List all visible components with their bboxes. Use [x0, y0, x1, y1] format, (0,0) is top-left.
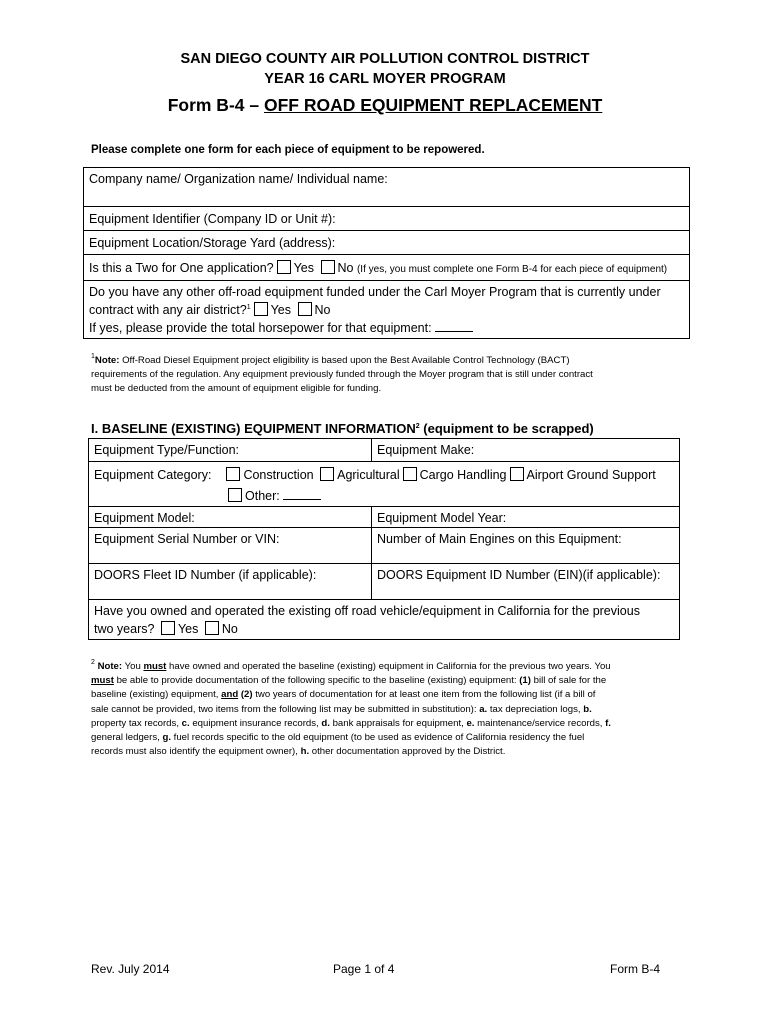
two-for-one-note: (If yes, you must complete one Form B-4 for each piece of equipment): [356, 264, 668, 275]
section-1-title: I. BASELINE (EXISTING) EQUIPMENT INFORMATION$^2$ (equipment to be scrapped): [91, 421, 594, 436]
ownership-question-line1: Have you owned and operated the existing off road vehicle/equipment in California for the previous: [94, 604, 640, 618]
header-program: YEAR 16 CARL MOYER PROGRAM: [264, 71, 506, 87]
other-equipment-no-label: No: [314, 303, 331, 317]
note-1-marker: 1: [91, 353, 95, 360]
footer-revision: Rev. July 2014: [91, 962, 170, 976]
baseline-table: [88, 438, 680, 640]
category-airport-ground-support-checkbox[interactable]: [510, 467, 524, 481]
category-other-label: Other:: [245, 489, 280, 503]
ownership-no-checkbox[interactable]: [205, 621, 219, 635]
equipment-location-field[interactable]: [84, 231, 690, 255]
form-title-prefix: Form B-4 –: [167, 95, 264, 115]
equipment-location-label: Equipment Location/Storage Yard (address):: [89, 236, 336, 250]
note-1-label: Note:: [94, 355, 120, 366]
note-2-line1: $^2$ Note: You must have owned and operated the baseline (existing) equipment in California for the previous two years. You: [91, 659, 611, 672]
category-agricultural-label: Agricultural: [337, 468, 400, 482]
instruction-text: Please complete one form for each piece of equipment to be repowered.: [91, 144, 485, 156]
category-airport-ground-support-label: Airport Ground Support: [526, 468, 656, 482]
category-other-input[interactable]: [283, 499, 321, 500]
company-name-field[interactable]: [84, 168, 690, 207]
footer-page-number: Page 1 of 4: [333, 962, 395, 976]
main-engines-field[interactable]: [372, 528, 680, 564]
equipment-make-field[interactable]: [372, 439, 680, 462]
footnote-ref-1: 1: [246, 304, 251, 311]
doors-ein-field[interactable]: [372, 564, 680, 600]
category-cargo-handling-checkbox[interactable]: [403, 467, 417, 481]
category-cargo-handling-label: Cargo Handling: [419, 468, 507, 482]
note-2-line4: sale cannot be provided, two items from the following list may be submitted in substitution): a. tax depreciation logs, b.: [91, 703, 592, 715]
note-2-line5: property tax records, c. equipment insurance records, d. bank appraisals for equipment, e. maintenance/service records, f.: [91, 717, 611, 729]
note-2-line7: records must also identify the equipment owner), h. other documentation approved by the District.: [91, 746, 506, 758]
equipment-make-label: Equipment Make:: [377, 443, 475, 457]
equipment-identifier-field[interactable]: [84, 207, 690, 231]
category-construction-label: Construction: [243, 468, 314, 482]
two-for-one-yes-checkbox[interactable]: [277, 260, 291, 274]
note-2-line6: general ledgers, g. fuel records specific to the old equipment (to be used as evidence of California residency the fuel: [91, 732, 585, 744]
note-2-line2: must be able to provide documentation of the following specific to the baseline (existing) equipment: (1) bill of sale for the: [91, 675, 607, 687]
note-2-line3: baseline (existing) equipment, and (2) two years of documentation for at least one item from the following list (if a bill of: [91, 689, 596, 701]
two-for-one-yes-label: Yes: [293, 261, 315, 275]
note-2-marker: 2: [91, 659, 95, 666]
other-equipment-yes-label: Yes: [270, 303, 292, 317]
two-for-one-no-checkbox[interactable]: [321, 260, 335, 274]
equipment-model-field[interactable]: [89, 507, 372, 528]
main-engines-label: Number of Main Engines on this Equipment:: [377, 532, 622, 546]
footnote-ref-2: 2: [415, 423, 420, 430]
category-other-checkbox[interactable]: [228, 488, 242, 502]
other-equipment-row: [84, 281, 690, 339]
form-title-main: OFF ROAD EQUIPMENT REPLACEMENT: [263, 95, 603, 115]
equipment-model-year-field[interactable]: [372, 507, 680, 528]
doors-ein-label: DOORS Equipment ID Number (EIN)(if applicable):: [377, 568, 661, 582]
equipment-model-label: Equipment Model:: [94, 511, 195, 525]
form-title: [0, 95, 770, 116]
note-1-line3: must be deducted from the amount of equipment eligible for funding.: [91, 383, 382, 395]
other-equipment-yes-checkbox[interactable]: [254, 302, 268, 316]
note-1: [91, 354, 691, 397]
category-construction-checkbox[interactable]: [226, 467, 240, 481]
ownership-yes-label: Yes: [177, 622, 199, 636]
ownership-yes-checkbox[interactable]: [161, 621, 175, 635]
equipment-model-year-label: Equipment Model Year:: [377, 511, 507, 525]
equipment-identifier-label: Equipment Identifier (Company ID or Unit #):: [89, 212, 336, 226]
equipment-serial-field[interactable]: [89, 528, 372, 564]
equipment-type-field[interactable]: [89, 439, 372, 462]
applicant-table: [83, 167, 690, 339]
equipment-category-label: Equipment Category:: [94, 468, 212, 482]
equipment-category-row: [89, 462, 680, 507]
ownership-question-line2: two years? Yes No: [94, 622, 238, 636]
ownership-row: [89, 600, 680, 640]
ownership-no-label: No: [221, 622, 238, 636]
company-name-label: Company name/ Organization name/ Individual name:: [89, 172, 388, 186]
equipment-serial-label: Equipment Serial Number or VIN:: [94, 532, 280, 546]
other-equipment-no-checkbox[interactable]: [298, 302, 312, 316]
horsepower-row: [89, 319, 684, 337]
doors-fleet-id-label: DOORS Fleet ID Number (if applicable):: [94, 568, 317, 582]
footer-form-id: Form B-4: [610, 962, 661, 976]
other-equipment-question-line2: contract with any air district?$^1$ Yes No: [89, 303, 331, 317]
note-1-line2: requirements of the regulation. Any equipment previously funded through the Moyer program that is still under contract: [91, 369, 593, 381]
two-for-one-no-label: No: [337, 261, 354, 275]
horsepower-input[interactable]: [435, 331, 473, 332]
category-agricultural-checkbox[interactable]: [320, 467, 334, 481]
horsepower-question: If yes, please provide the total horsepower for that equipment:: [89, 321, 432, 335]
two-for-one-question: Is this a Two for One application?: [89, 261, 274, 275]
doors-fleet-id-field[interactable]: [89, 564, 372, 600]
other-equipment-question-line1: Do you have any other off-road equipment funded under the Carl Moyer Program that is currently under: [89, 285, 661, 299]
note-1-line1: Off-Road Diesel Equipment project eligibility is based upon the Best Available Control Technology (BACT): [122, 355, 570, 366]
note-2: [91, 660, 691, 759]
header-district: SAN DIEGO COUNTY AIR POLLUTION CONTROL DISTRICT: [180, 51, 590, 67]
equipment-type-label: Equipment Type/Function:: [94, 443, 239, 457]
two-for-one-row: [84, 255, 690, 281]
